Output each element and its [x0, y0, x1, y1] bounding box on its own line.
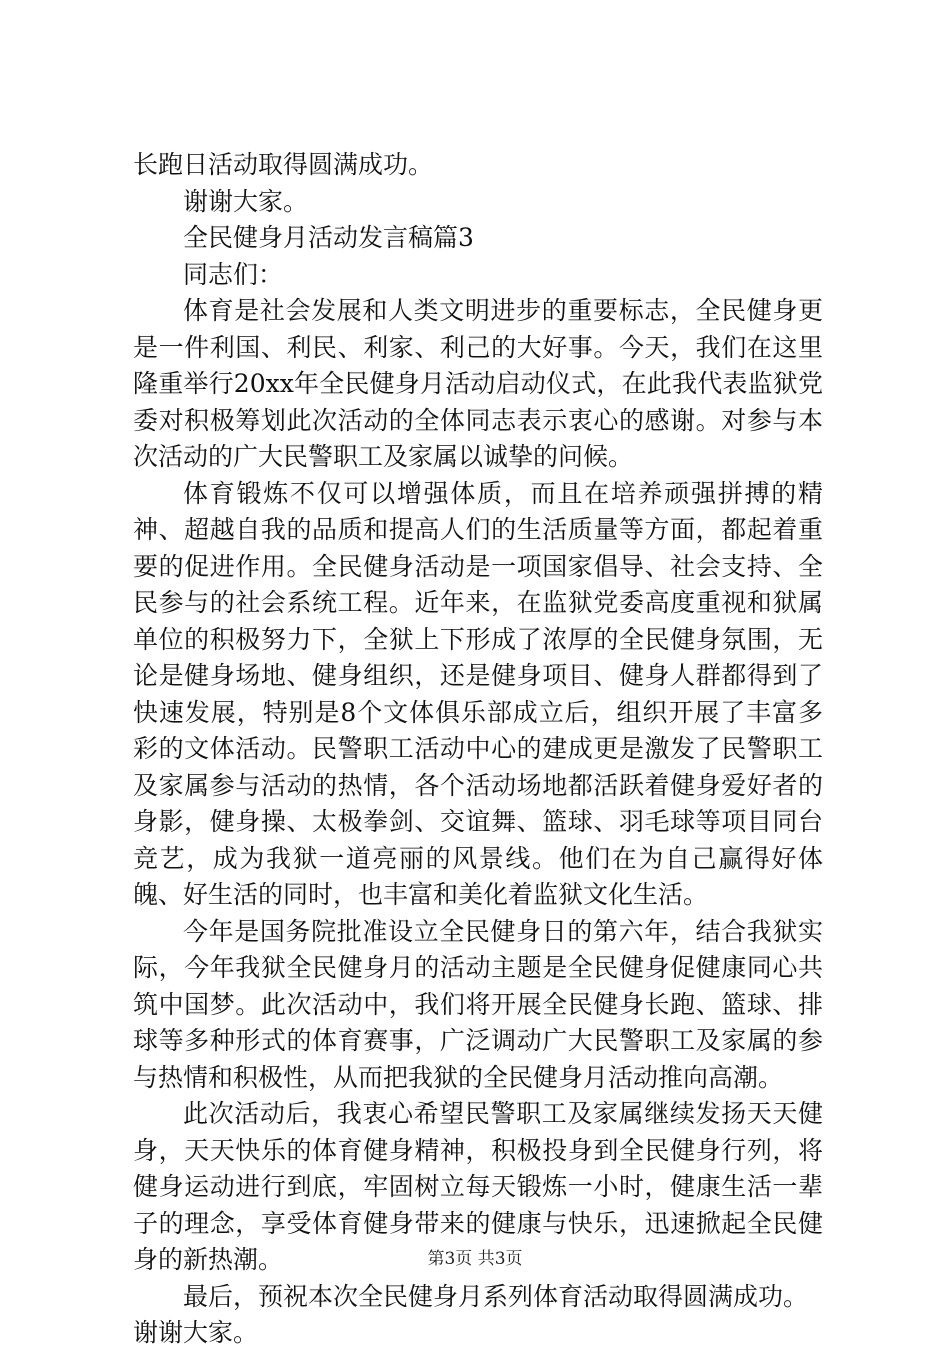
paragraph: 谢谢大家。 — [183, 186, 309, 216]
paragraph: 今年是国务院批准设立全民健身日的第六年，结合我狱实际，今年我狱全民健身月的活动主题是全民健身促健康同心共筑中国梦。此次活动中，我们将开展全民健身长跑、篮球、排球等多种形式的体育赛事，广泛调动广大民警职工及家属的参与热情和积极性，从而把我狱的全民健身月活动推向高潮。 — [133, 916, 823, 1092]
paragraph: 此次活动后，我衷心希望民警职工及家属继续发扬天天健身，天天快乐的体育健身精神，积极投身到全民健身行列，将健身运动进行到底，牢固树立每天锻炼一小时，健康生活一辈子的理念，享受体育健身带来的健康与快乐，迅速掀起全民健身的新热潮。 — [133, 1099, 823, 1274]
document-body — [133, 147, 823, 1352]
paragraph: 长跑日活动取得圆满成功。 — [133, 150, 434, 179]
paragraph: 最后，预祝本次全民健身月系列体育活动取得圆满成功。 — [183, 1281, 809, 1311]
section-heading: 全民健身月活动发言稿篇3 — [183, 223, 474, 252]
paragraph: 体育是社会发展和人类文明进步的重要标志，全民健身更是一件利国、利民、利家、利己的大好事。今天，我们在这里隆重举行20xx年全民健身月活动启动仪式，在此我代表监狱党委对积极筹划此次活动的全体同志表示衷心的感谢。对参与本次活动的广大民警职工及家属以诚挚的问候。 — [133, 296, 823, 471]
closing: 谢谢大家。 — [133, 1318, 259, 1347]
salutation: 同志们： — [183, 259, 284, 289]
paragraph: 体育锻炼不仅可以增强体质，而且在培养顽强拼搏的精神、超越自我的品质和提高人们的生活质量等方面，都起着重要的促进作用。全民健身活动是一项国家倡导、社会支持、全民参与的社会系统工程。近年来，在监狱党委高度重视和狱属单位的积极努力下，全狱上下形成了浓厚的全民健身氛围，无论是健身场地、健身组织，还是健身项目、健身人群都得到了快速发展，特别是8个文体俱乐部成立后，组织开展了丰富多彩的文体活动。民警职工活动中心的建成更是激发了民警职工及家属参与活动的热情，各个活动场地都活跃着健身爱好者的身影，健身操、太极拳剑、交谊舞、篮球、羽毛球等项目同台竞艺，成为我狱一道亮丽的风景线。他们在为自己赢得好体魄、好生活的同时，也丰富和美化着监狱文化生活。 — [133, 478, 823, 909]
page-number: 第3页 共3页 — [427, 1249, 523, 1269]
page-footer — [0, 1244, 950, 1269]
